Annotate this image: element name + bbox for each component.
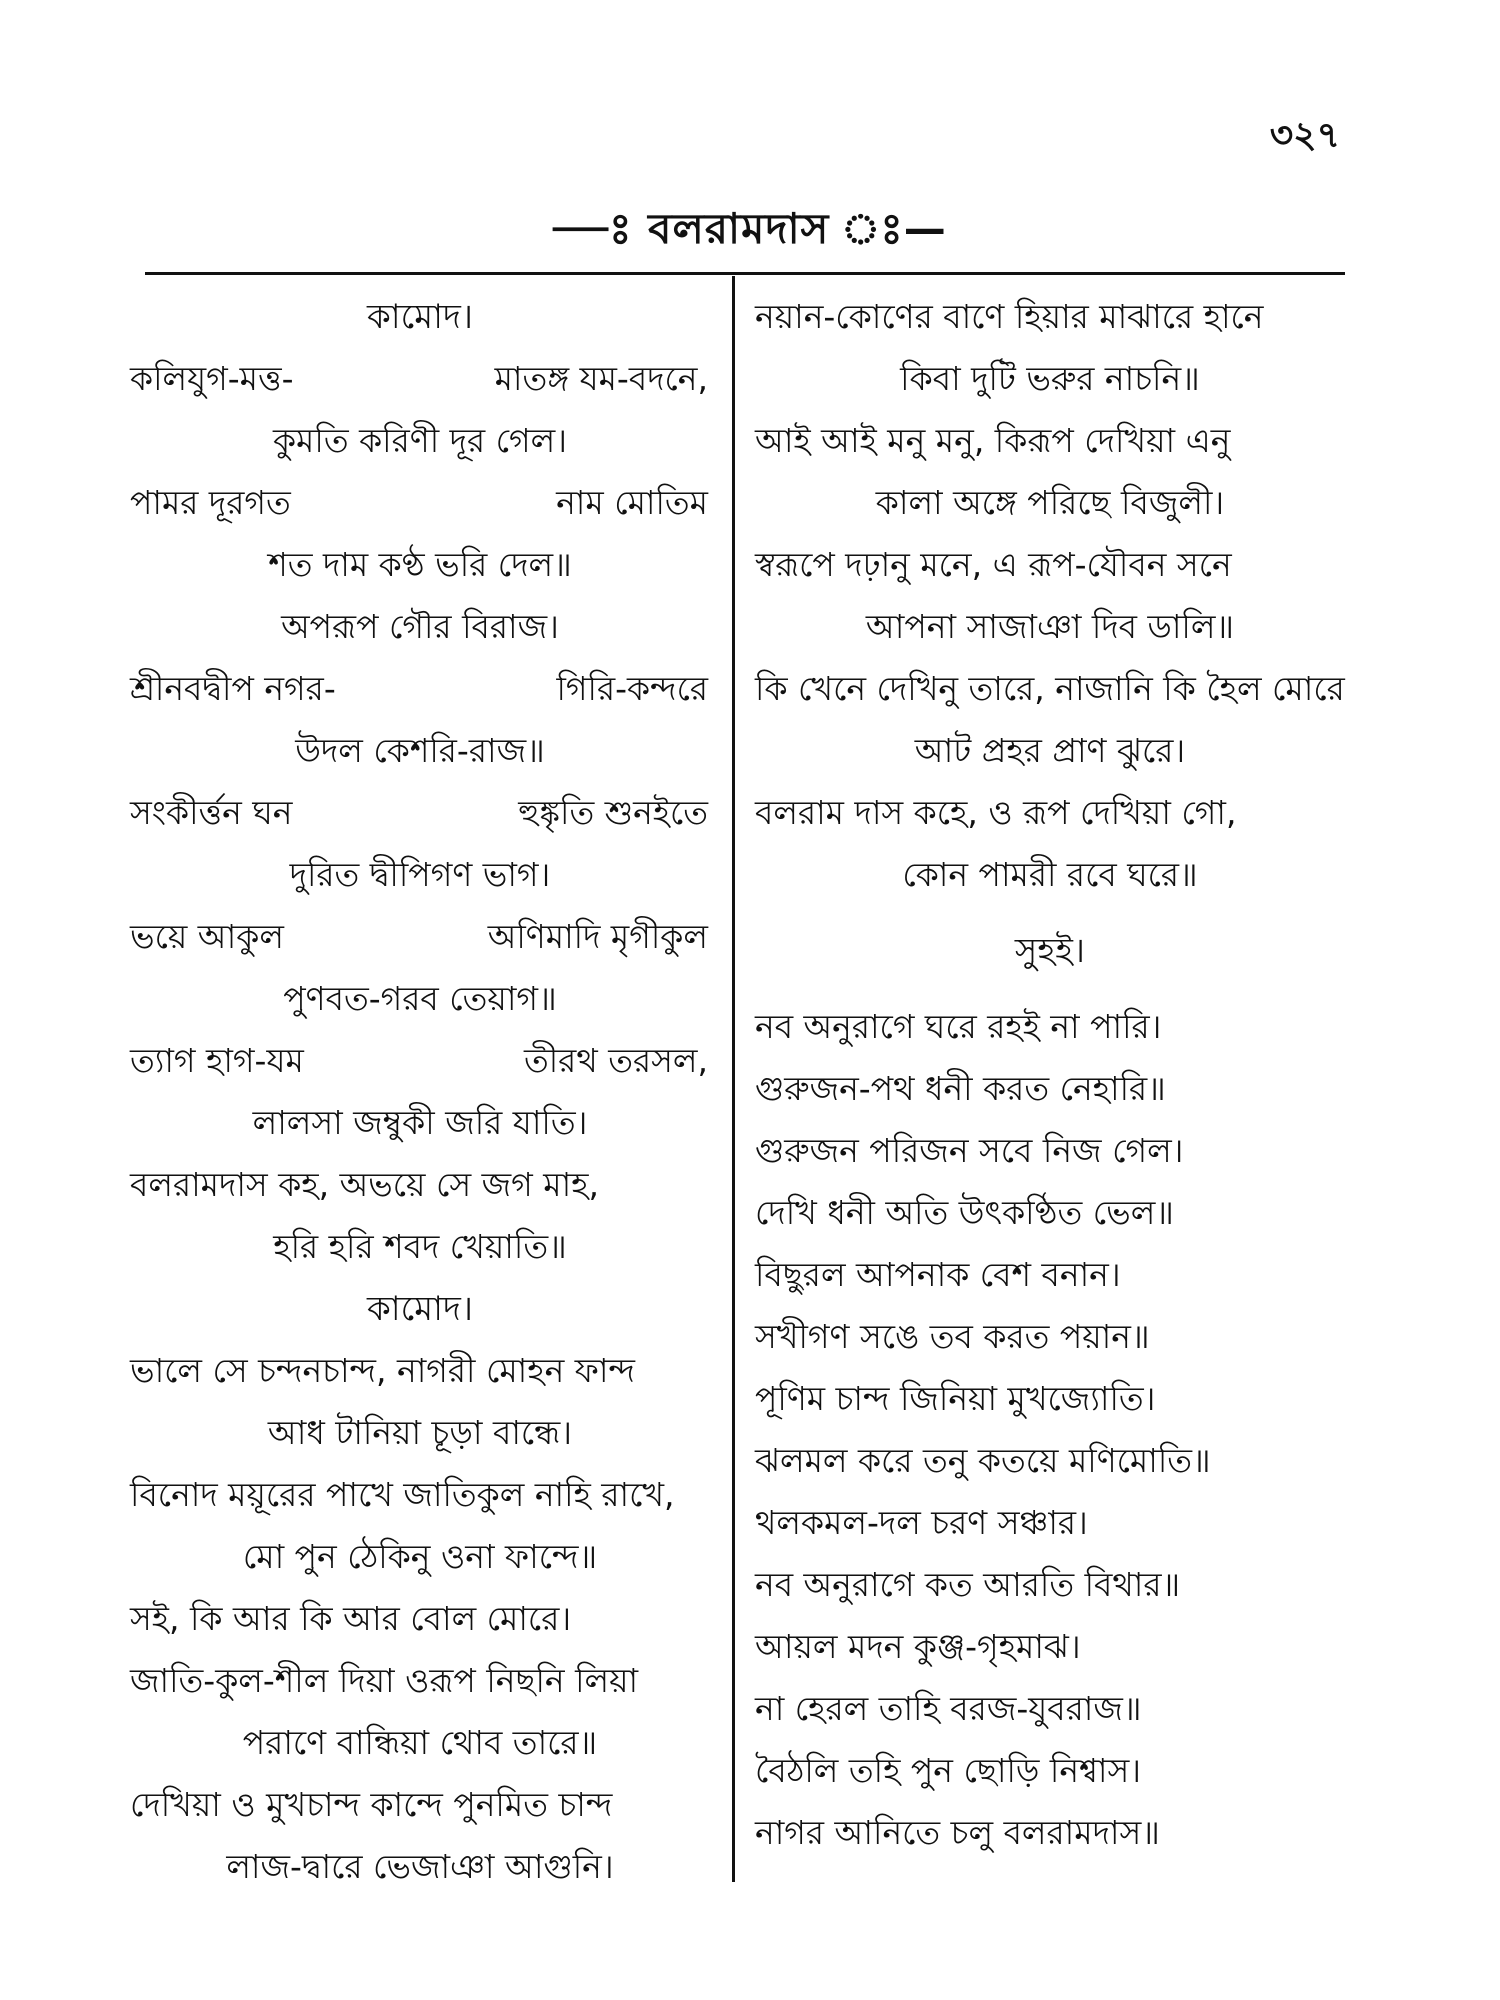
verse-line: মো পুন ঠেকিনু ওনা ফান্দে॥ (242, 1537, 598, 1576)
verse-line: আট প্রহর প্রাণ ঝুরে। (914, 731, 1186, 770)
verse-line: বৈঠলি তহি পুন ছোড়ি নিশ্বাস। (755, 1751, 1142, 1790)
verse-line: বলরামদাস কহ, অভয়ে সে জগ মাহ, (130, 1165, 599, 1204)
verse-half: অণিমাদি মৃগীকুল (487, 917, 708, 956)
verse-half: ভয়ে আকুল (130, 917, 284, 956)
verse-line: কি খেনে দেখিনু তারে, নাজানি কি হৈল মোরে (755, 669, 1345, 708)
verse-line: হরি হরি শবদ খেয়াতি॥ (273, 1227, 567, 1266)
verse-line: নব অনুরাগে ঘরে রহই না পারি। (755, 1007, 1162, 1046)
verse-half: পামর দূরগত (130, 483, 291, 522)
verse-line: নব অনুরাগে কত আরতি বিথার॥ (755, 1565, 1181, 1604)
verse-line: ঝলমল করে তনু কতয়ে মণিমোতি॥ (755, 1441, 1211, 1480)
verse-line: নয়ান-কোণের বাণে হিয়ার মাঝারে হানে (755, 297, 1264, 336)
verse-line: জাতি-কুল-শীল দিয়া ওরূপ নিছনি লিয়া (130, 1661, 639, 1700)
verse-line (120, 782, 720, 844)
verse-line: বিছুরল আপনাক বেশ বনান। (755, 1255, 1121, 1294)
page-number: ৩২৭ (1269, 115, 1340, 156)
verse-line: পুণবত-গরব তেয়াগ॥ (283, 979, 557, 1018)
verse-line: কোন পামরী রবে ঘরে॥ (902, 855, 1198, 894)
raga-title: কামোদ। (366, 1289, 474, 1329)
verse-line: উদল কেশরি-রাজ॥ (295, 731, 545, 770)
verse-line: কুমতি করিণী দূর গেল। (272, 421, 568, 460)
verse-line (120, 1030, 720, 1092)
verse-line: গুরুজন পরিজন সবে নিজ গেল। (755, 1131, 1184, 1170)
verse-line: দেখিয়া ও মুখচান্দ কান্দে পুনমিত চান্দ (130, 1785, 613, 1824)
verse-half: তীরথ তরসল, (523, 1041, 708, 1080)
verse-line (120, 906, 720, 968)
verse-half: শ্রীনবদ্বীপ নগর- (130, 669, 336, 708)
section-heading: —ঃ বলরামদাস ঃ— (553, 204, 947, 253)
verse-line (120, 472, 720, 534)
verse-line: নাগর আনিতে চলু বলরামদাস॥ (755, 1813, 1160, 1852)
verse-half: হুঙ্কৃতি শুনইতে (518, 793, 708, 832)
verse-line: বলরাম দাস কহে, ও রূপ দেখিয়া গো, (755, 793, 1237, 832)
heading-rule (145, 272, 1345, 275)
verse-line: থলকমল-দল চরণ সঞ্চার। (755, 1503, 1088, 1542)
verse-half: গিরি-কন্দরে (556, 669, 708, 708)
verse-line: আই আই মনু মনু, কিরূপ দেখিয়া এনু (755, 421, 1231, 460)
raga-title: সুহই। (1014, 931, 1086, 971)
verse-line: আপনা সাজাঞা দিব ডালি॥ (865, 607, 1235, 646)
verse-line: আয়ল মদন কুঞ্জ-গৃহমাঝ। (755, 1627, 1081, 1666)
verse-half: ত্যাগ হাগ-যম (130, 1041, 304, 1080)
verse-line: ভালে সে চন্দনচান্দ, নাগরী মোহন ফান্দ (130, 1351, 635, 1390)
verse-line: দুরিত দ্বীপিগণ ভাগ। (289, 855, 551, 894)
verse-half: কলিযুগ-মত্ত- (130, 359, 294, 398)
right-column (745, 286, 1355, 1864)
verse-line: পূণিম চান্দ জিনিয়া মুখজ্যোতি। (755, 1379, 1156, 1418)
verse-line: লালসা জম্বুকী জরি যাতি। (252, 1103, 588, 1142)
verse-line: স্বরূপে দঢ়ানু মনে, এ রূপ-যৌবন সনে (755, 545, 1232, 584)
verse-line (120, 348, 720, 410)
verse-line: সখীগণ সঙে তব করত পয়ান॥ (755, 1317, 1150, 1356)
verse-line: কিবা দুটি ভরুর নাচনি॥ (900, 359, 1200, 398)
verse-line: দেখি ধনী অতি উৎকণ্ঠিত ভেল॥ (755, 1193, 1174, 1232)
verse-line: সই, কি আর কি আর বোল মোরে। (130, 1599, 572, 1638)
raga-title: কামোদ। (366, 297, 474, 337)
verse-line: শত দাম কণ্ঠ ভরি দেল॥ (268, 545, 572, 584)
verse-half: নাম মোতিম (556, 483, 708, 522)
verse-line: আধ টানিয়া চূড়া বান্ধে। (267, 1413, 573, 1452)
verse-line: লাজ-দ্বারে ভেজাঞা আগুনি। (226, 1847, 614, 1886)
verse-half: মাতঙ্গ যম-বদনে, (494, 359, 708, 398)
verse-half: সংকীর্ত্তন ঘন (130, 793, 293, 832)
column-divider (732, 276, 735, 1882)
verse-line: কালা অঙ্গে পরিছে বিজুলী। (875, 483, 1225, 522)
left-column (120, 286, 720, 1898)
verse-line: বিনোদ ময়ূরের পাখে জাতিকুল নাহি রাখে, (130, 1475, 675, 1514)
verse-line: অপরূপ গৌর বিরাজ। (281, 607, 559, 646)
verse-line: পরাণে বান্ধিয়া থোব তারে॥ (242, 1723, 598, 1762)
verse-line (120, 658, 720, 720)
verse-line: না হেরল তাহি বরজ-যুবরাজ॥ (755, 1689, 1142, 1728)
verse-line: গুরুজন-পথ ধনী করত নেহারি॥ (755, 1069, 1166, 1108)
